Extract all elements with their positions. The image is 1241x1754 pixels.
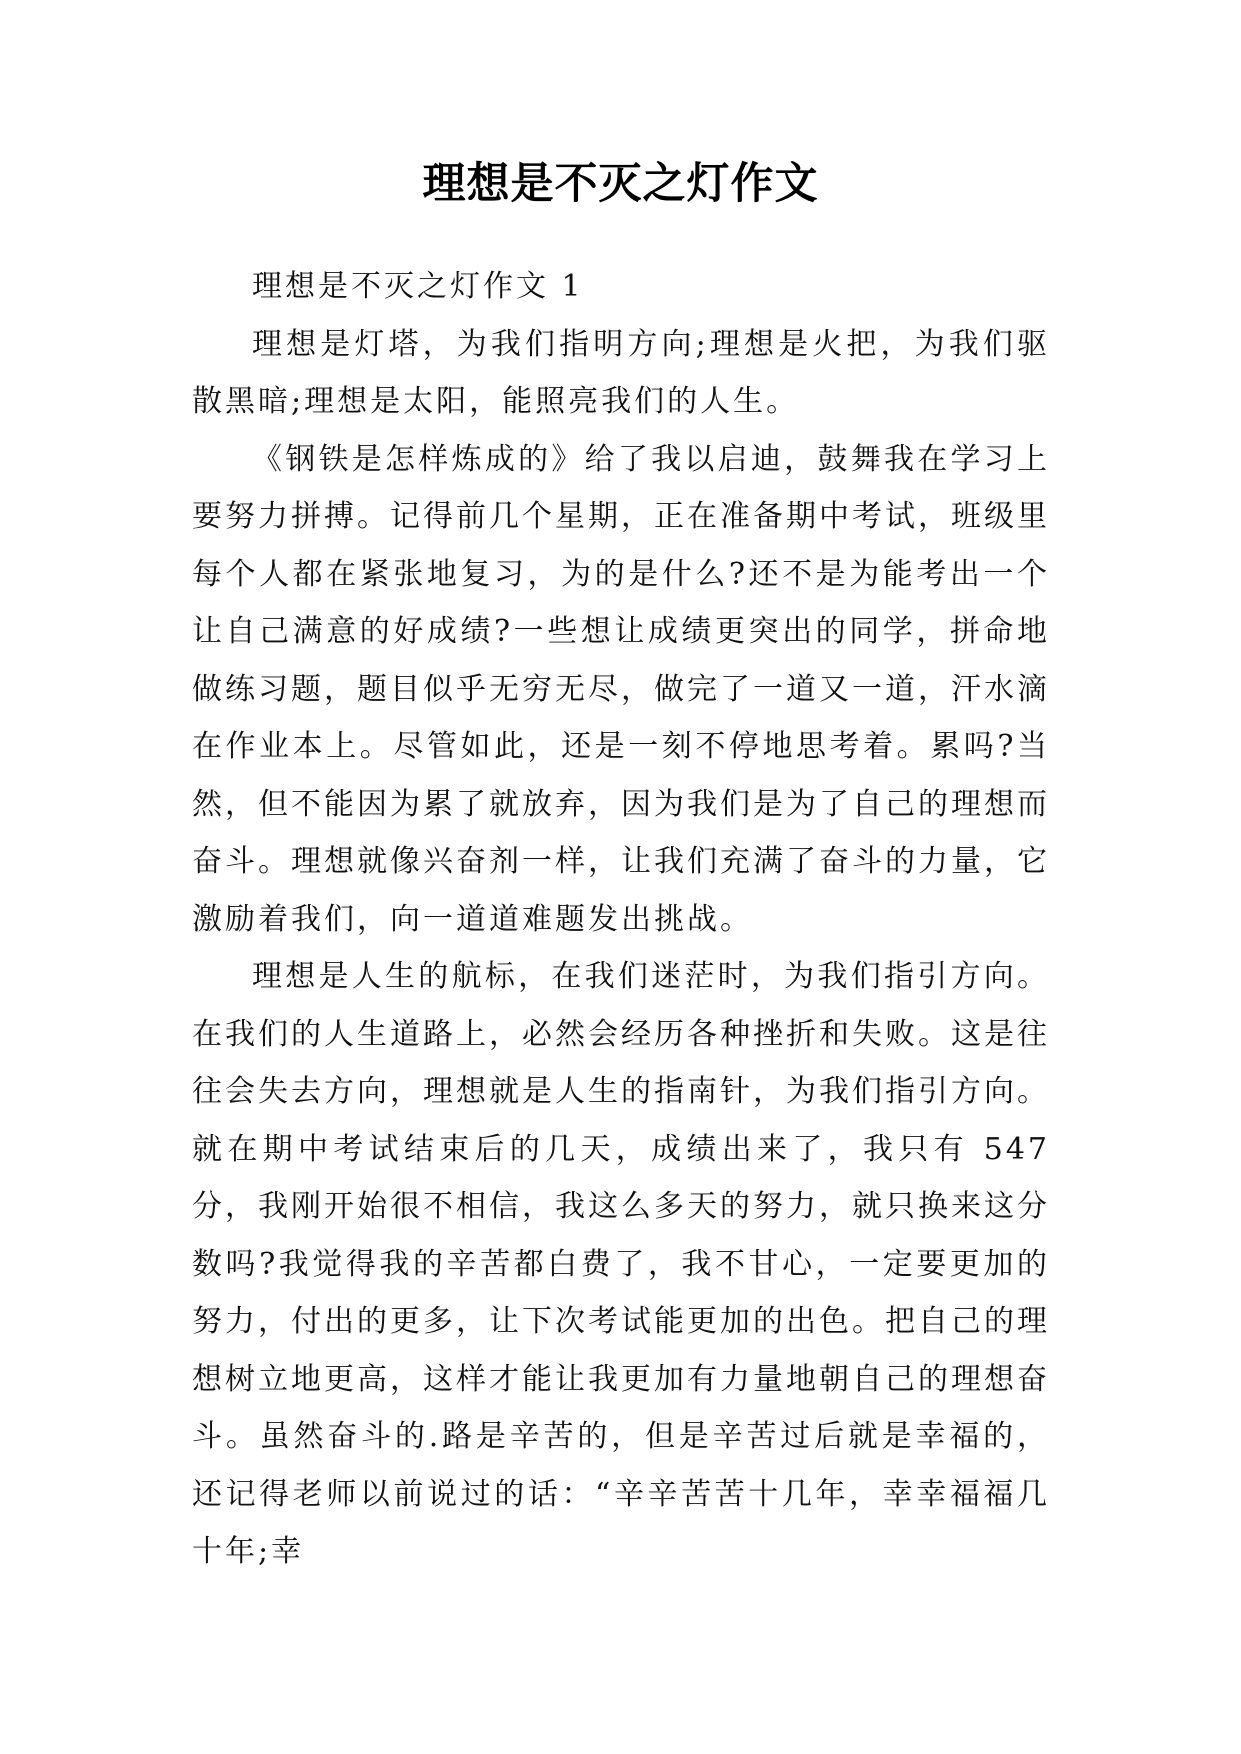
paragraph-3: 理想是人生的航标，在我们迷茫时，为我们指引方向。在我们的人生道路上，必然会经历各种挫折和失败。这是往往会失去方向，理想就是人生的指南针，为我们指引方向。就在期中考试结束后的几天，成绩出来了，我只有 547 分，我刚开始很不相信，我这么多天的努力，就只换来这分数吗?我觉得我的辛苦都白费了，我不甘心，一定要更加的努力，付出的更多，让下次考试能更加的出色。把自己的理想树立地更高，这样才能让我更加有力量地朝自己的理想奋斗。虽然奋斗的.路是辛苦的，但是辛苦过后就是幸福的，还记得老师以前说过的话：“辛辛苦苦十几年，幸幸福福几十年;幸 — [192, 959, 1050, 1569]
paragraph-2: 《钢铁是怎样炼成的》给了我以启迪，鼓舞我在学习上要努力拼搏。记得前几个星期，正在准备期中考试，班级里每个人都在紧张地复习，为的是什么?还不是为能考出一个让自己满意的好成绩?一些想让成绩更突出的同学，拼命地做练习题，题目似乎无穷无尽，做完了一道又一道，汗水滴在作业本上。尽管如此，还是一刻不停地思考着。累吗?当然，但不能因为累了就放弃，因为我们是为了自己的理想而奋斗。理想就像兴奋剂一样，让我们充满了奋斗的力量，它激励着我们，向一道道难题发出挑战。 — [192, 441, 1050, 937]
document-body — [192, 258, 1050, 1581]
paragraph-1: 理想是灯塔，为我们指明方向;理想是火把，为我们驱散黑暗;理想是太阳，能照亮我们的人生。 — [192, 326, 1050, 419]
document-title: 理想是不灭之灯作文 — [422, 159, 819, 209]
essay-subtitle: 理想是不灭之灯作文 1 — [252, 269, 584, 304]
